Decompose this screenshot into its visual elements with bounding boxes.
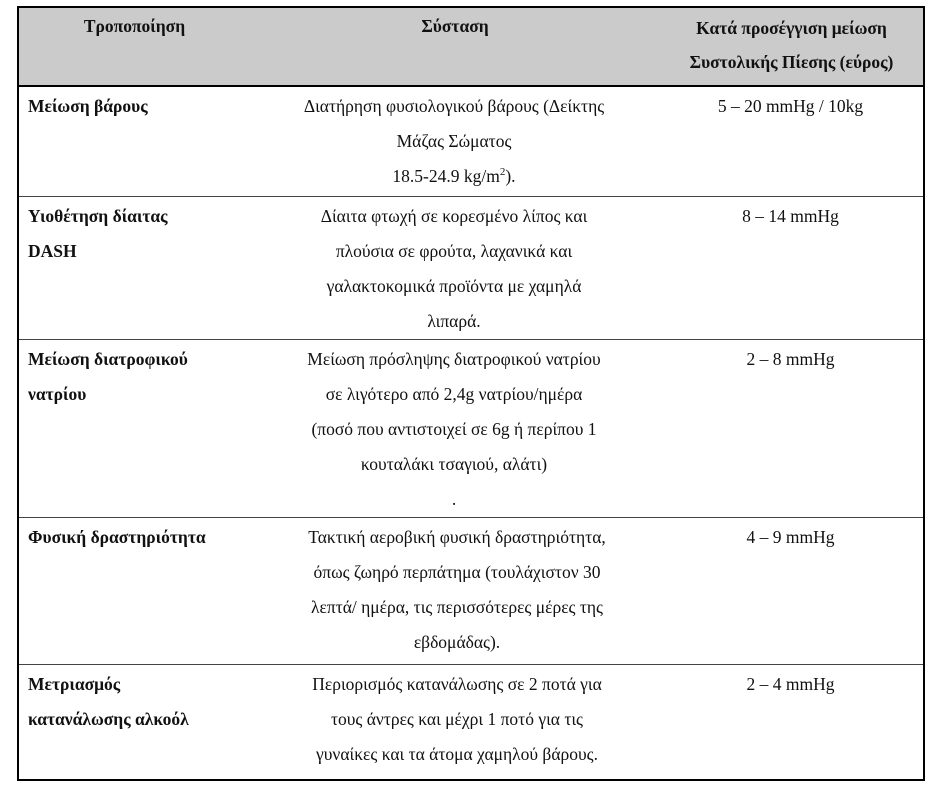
recommendation-line: Δίαιτα φτωχή σε κορεσμένο λίπος και [320,205,588,226]
modification-line: Φυσική δραστηριότητα [28,526,206,547]
recommendation-line: σε λιγότερο από 2,4g νατρίου/ημέρα [325,383,583,404]
modification-cell [19,86,250,196]
lifestyle-modifications-table [17,6,925,781]
reduction-cell: 5 – 20 mmHg / 10kg [717,96,864,116]
reduction-cell: 8 – 14 mmHg [742,205,839,226]
table-row [19,339,923,517]
recommendation-line: εβδομάδας). [413,631,501,652]
recommendation-line: Διατήρηση φυσιολογικού βάρους (Δείκτης [303,96,605,116]
recommendation-line: λιπαρά. [427,310,481,331]
table-row [19,196,923,339]
recommendation-line: Τακτική αεροβική φυσική δραστηριότητα, [308,526,606,547]
recommendation-line: κουταλάκι τσαγιού, αλάτι) [360,453,548,474]
modification-line: νατρίου [28,383,87,404]
recommendation-cell [250,86,660,196]
recommendation-cell [250,664,660,785]
recommendation-line: γυναίκες και τα άτομα χαμηλού βάρους. [316,743,598,764]
table-header [19,8,923,86]
superscript-exponent: 2 [499,166,506,179]
recommendation-line: γαλακτοκομικά προϊόντα με χαμηλά [326,275,582,296]
modification-cell [19,664,250,785]
modification-cell [19,196,250,339]
header-reduction [660,8,923,86]
modification-line: Υιοθέτηση δίαιτας [28,205,168,226]
table-row [19,86,923,196]
reduction-cell: 2 – 4 mmHg [746,673,835,694]
recommendation-cell [250,339,660,517]
recommendation-line: Περιορισμός κατανάλωσης σε 2 ποτά για [312,673,602,694]
table-row [19,664,923,785]
table-row [19,517,923,664]
table [19,8,923,785]
header-modification: Τροποποίηση [83,16,186,36]
modification-line: Μετριασμός [28,673,121,694]
recommendation-cell [250,196,660,339]
recommendation-line: πλούσια σε φρούτα, λαχανικά και [335,240,573,261]
modification-line: Μείωση διατροφικού [28,348,188,369]
modification-line: Μείωση βάρους [28,96,148,116]
header-reduction-line-1: Κατά προσέγγιση μείωση [696,18,887,38]
recommendation-line: όπως ζωηρό περπάτημα (τουλάχιστον 30 [313,561,601,582]
reduction-cell: 2 – 8 mmHg [746,348,835,369]
header-recommendation: Σύσταση [421,16,489,36]
header-reduction-line-2: Συστολικής Πίεσης (εύρος) [689,52,894,72]
recommendation-line: Μείωση πρόσληψης διατροφικού νατρίου [307,348,601,369]
reduction-cell: 4 – 9 mmHg [746,526,835,547]
recommendation-line: . [451,488,457,509]
bmi-range-text: 18.5-24.9 kg/m [392,166,500,186]
modification-line: κατανάλωσης αλκοόλ [28,708,189,729]
recommendation-line-bmi [256,159,652,194]
recommendation-line: τους άντρες και μέχρι 1 ποτό για τις [330,708,583,729]
header-row [19,8,923,86]
modification-line: DASH [28,240,77,261]
modification-cell [19,339,250,517]
recommendation-line: (ποσό που αντιστοιχεί σε 6g ή περίπου 1 [311,418,597,439]
bmi-range-tail: ). [505,166,516,186]
recommendation-line: λεπτά/ ημέρα, τις περισσότερες μέρες της [311,596,603,617]
table-body [19,86,923,785]
modification-cell [19,517,250,664]
recommendation-line: Μάζας Σώματος [396,131,512,151]
recommendation-cell [250,517,660,664]
